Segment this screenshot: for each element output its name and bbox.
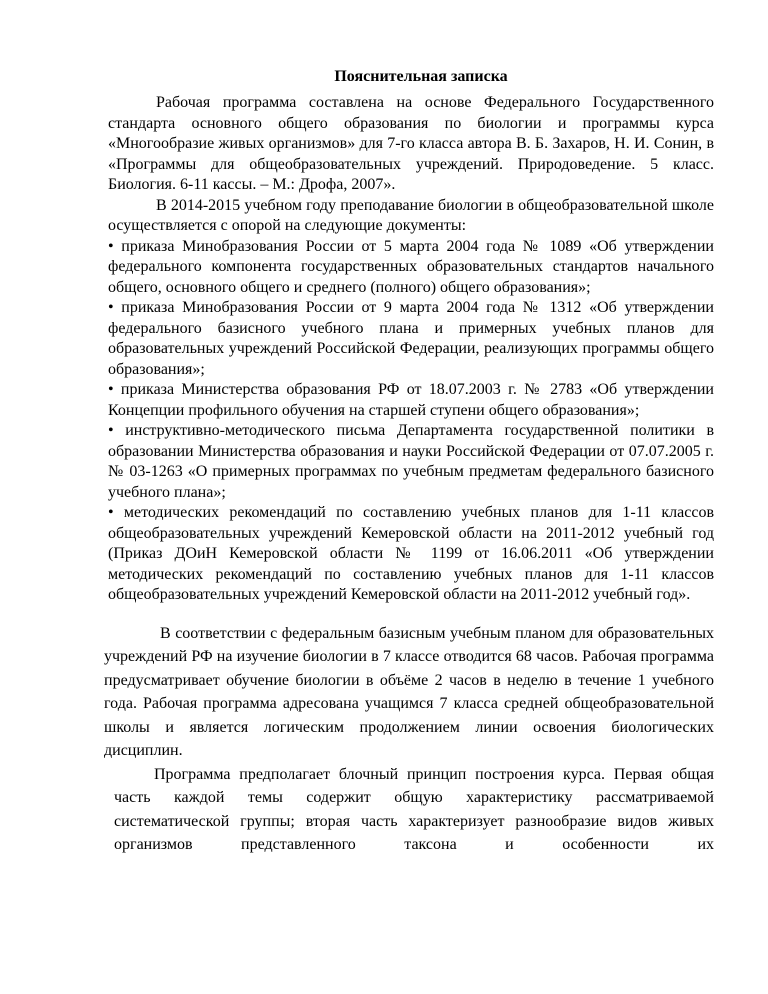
hours-paragraph: В соответствии с федеральным базисным учебным планом для образовательных учреждений РФ на изучение биологии в 7 классе отводится 68 часов. Рабочая программа предусматривает обучение биологии в объёме 2 часов в неделю в течение 1 учебного года. Рабочая программа адресована учащимся 7 класса средней общеобразовательной школы и является логическим продолжением линии освоения биологических дисциплин. [104,624,714,759]
list-item: • методических рекомендаций по составлению учебных планов для 1-11 классов общеобразовательных учреждений Кемеровской области на 2011-2012 учебный год (Приказ ДОиН Кемеровской области № 1199 от 16.06.2011 «Об утверждении методических рекомендаций по составлению учебных планов для 1-11 классов общеобразовательных учреждений Кемеровской области на 2011-2012 учебный год». [108,504,714,603]
list-item: • инструктивно-методического письма Департамента государственной политики в образовании Министерства образования и науки Российской Федерации от 07.07.2005 г. № 03-1263 «О примерных программах по учебным предметам федерального базисного учебного плана»; [108,422,714,501]
list-item: • приказа Министерства образования РФ от 18.07.2003 г. № 2783 «Об утверждении Концепции профильного обучения на старшей ступени общего образования»; [108,381,714,419]
documents-intro-paragraph: В 2014-2015 учебном году преподавание биологии в общеобразовательной школе осуществляется с опорой на следующие документы: [108,196,714,234]
list-item: • приказа Минобразования России от 5 марта 2004 года № 1089 «Об утверждении федерального компонента государственных образовательных стандартов начального общего, основного общего и среднего (полного) общего образования»; [108,237,714,296]
intro-paragraph: Рабочая программа составлена на основе Федерального Государственного стандарта основного общего образования по биологии и программы курса «Многообразие живых организмов» для 7-го класса автора В. Б. Захаров, Н. И. Сонин, в «Программы для общеобразовательных учреждений. Природоведение. 5 класс. Биология. 6-11 кассы. – М.: Дрофа, 2007». [108,94,714,193]
page-title: Пояснительная записка [334,68,508,85]
list-item: • приказа Минобразования России от 9 марта 2004 года № 1312 «Об утверждении федерального базисного учебного плана и примерных учебных планов для образовательных учреждений Российской Федерации, реализующих программы общего образования»; [108,299,714,378]
program-paragraph: Программа предполагает блочный принцип построения курса. Первая общая часть каждой темы содержит общую характеристику рассматриваемой систематической группы; вторая часть характеризует разнообразие видов живых организмов представленного таксона и особенности их [114,765,714,853]
document-page [104,66,714,857]
